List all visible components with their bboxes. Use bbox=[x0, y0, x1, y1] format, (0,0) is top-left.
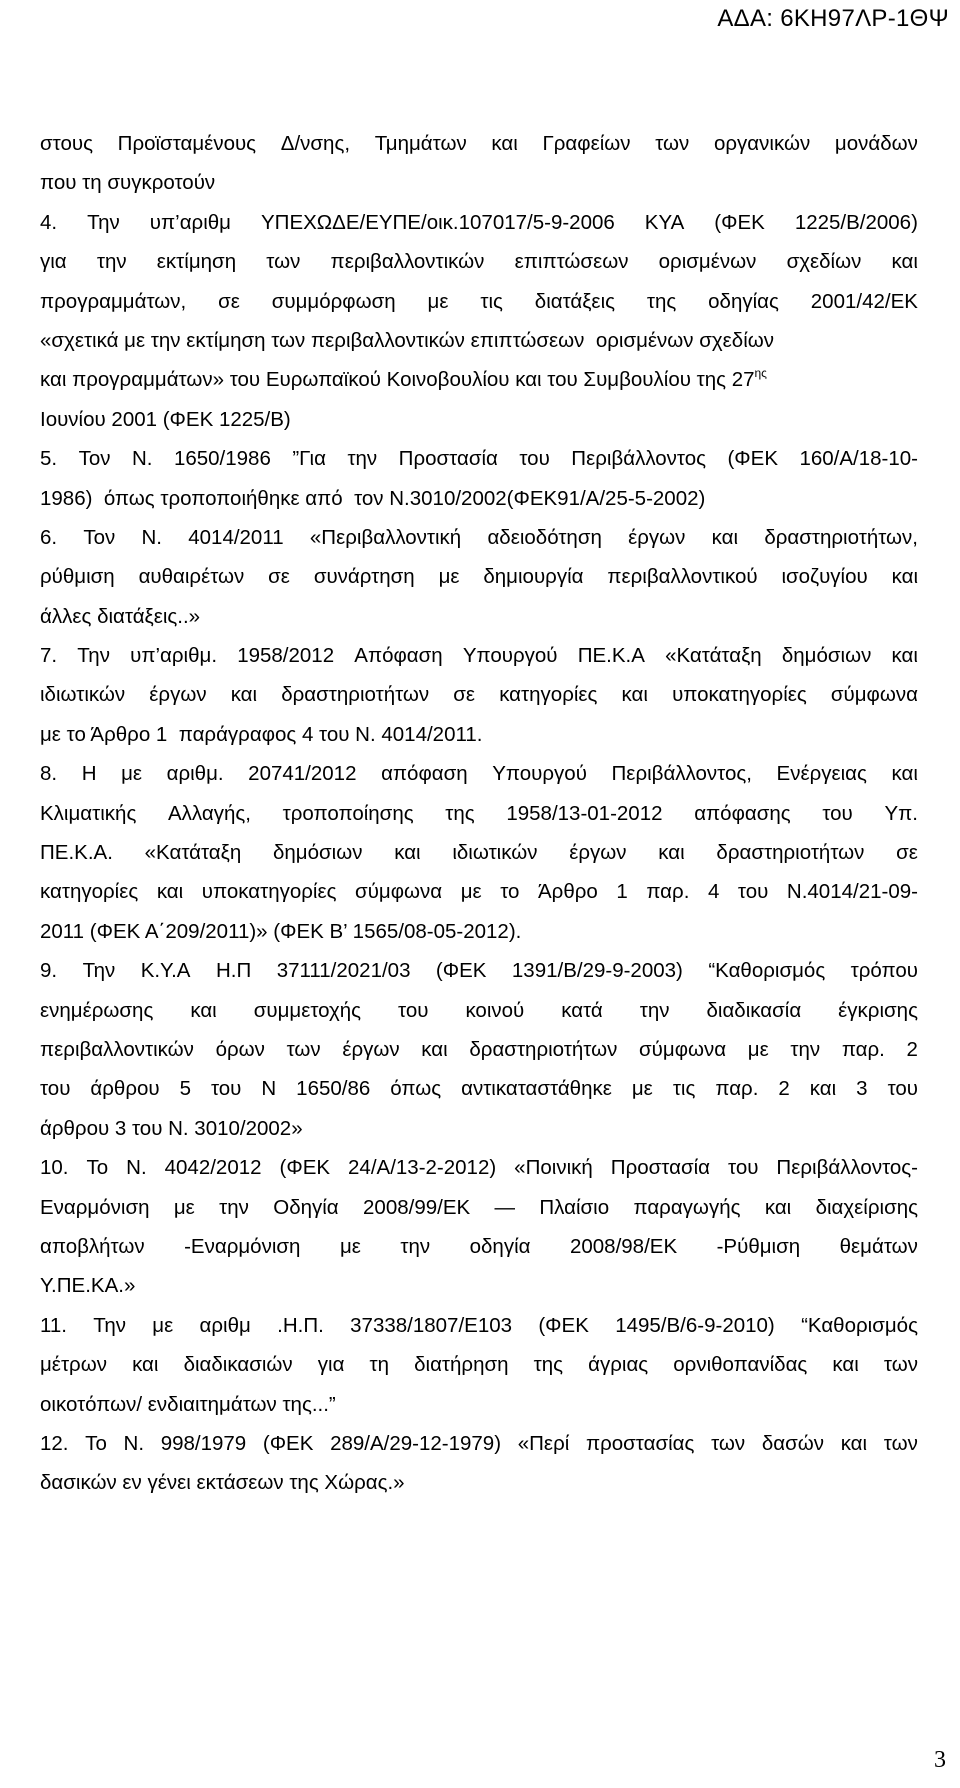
text-word: 6. bbox=[40, 525, 58, 549]
text-word: 2008/99/ΕΚ bbox=[363, 1195, 471, 1219]
text-word: δραστηριοτήτων bbox=[716, 841, 865, 865]
text-word: για bbox=[40, 250, 67, 274]
text-word: όπως bbox=[390, 1077, 442, 1101]
text-word: -Εναρμόνιση bbox=[184, 1234, 301, 1258]
text-word: δραστηριοτήτων bbox=[469, 1037, 618, 1061]
text-word: 2011 (ΦΕΚ Α΄209/2011)» (ΦΕΚ Β’ 1565/08-05-2012). bbox=[40, 919, 522, 943]
text-word: με bbox=[152, 1313, 174, 1337]
text-line bbox=[40, 1148, 918, 1187]
text-word: άρθρου bbox=[90, 1077, 160, 1101]
text-word: Τον bbox=[78, 447, 111, 471]
text-word: σε bbox=[896, 841, 918, 865]
text-line bbox=[40, 1306, 918, 1345]
text-word: του bbox=[822, 801, 853, 825]
text-word: άρθρου 3 του Ν. 3010/2002» bbox=[40, 1116, 303, 1140]
text-word: σε bbox=[218, 289, 240, 313]
text-word: και bbox=[891, 644, 918, 668]
text-word: Ν. bbox=[131, 447, 153, 471]
text-word: ΥΠΕΧΩΔΕ/ΕΥΠΕ/οικ.107017/5-9-2006 bbox=[260, 210, 615, 234]
text-line bbox=[40, 1345, 918, 1384]
text-word: και bbox=[190, 998, 217, 1022]
text-word: ΠΕ.Κ.Α. bbox=[40, 841, 113, 865]
text-word: θεμάτων bbox=[839, 1234, 918, 1258]
text-word: και bbox=[621, 683, 648, 707]
text-word: με το Άρθρο 1 παράγραφος 4 του Ν. 4014/2011. bbox=[40, 722, 483, 746]
text-word: έργων bbox=[569, 841, 627, 865]
text-word: μέτρων bbox=[40, 1353, 107, 1377]
text-word: τις bbox=[480, 289, 503, 313]
text-word: με bbox=[460, 880, 482, 904]
text-line bbox=[40, 282, 918, 321]
text-word: 1391/Β/29-9-2003) bbox=[511, 959, 683, 983]
text-word: Ν.4014/21-09- bbox=[786, 880, 918, 904]
text-word: Ν. bbox=[141, 525, 162, 549]
text-word: Απόφαση bbox=[354, 644, 443, 668]
text-word: περιβαλλοντικών bbox=[40, 1037, 194, 1061]
text-word: αριθμ bbox=[199, 1313, 251, 1337]
text-word: όρων bbox=[215, 1037, 265, 1061]
text-word: αντικαταστάθηκε bbox=[461, 1077, 612, 1101]
text-word: 289/Α/29-12-1979) bbox=[330, 1431, 502, 1455]
text-word: την bbox=[639, 998, 670, 1022]
text-word-with-sup bbox=[40, 360, 767, 399]
text-word: 1 bbox=[616, 880, 628, 904]
text-word: «Ποινική bbox=[514, 1156, 593, 1180]
text-word: 160/Α/18-10- bbox=[799, 447, 918, 471]
text-word: 2008/98/ΕΚ bbox=[569, 1234, 678, 1258]
text-word: Την bbox=[82, 959, 116, 983]
text-word: Ιουνίου 2001 (ΦΕΚ 1225/Β) bbox=[40, 407, 291, 431]
text-word: σε bbox=[453, 683, 476, 707]
text-line bbox=[40, 439, 918, 478]
text-word: παρ. bbox=[646, 880, 690, 904]
text-word: υπ’αριθμ. bbox=[130, 644, 218, 668]
text-line bbox=[40, 1227, 918, 1266]
text-line bbox=[40, 597, 918, 636]
text-word: με bbox=[631, 1077, 653, 1101]
text-word: 3 bbox=[856, 1077, 868, 1101]
text-word: και bbox=[809, 1077, 837, 1101]
text-word: συμμετοχής bbox=[253, 998, 362, 1022]
text-line bbox=[40, 1266, 918, 1305]
text-line bbox=[40, 124, 918, 163]
text-word: Πλαίσιο bbox=[539, 1195, 610, 1219]
text-line bbox=[40, 203, 918, 242]
text-word: 5. bbox=[40, 447, 58, 471]
text-word: αριθμ. bbox=[166, 762, 224, 786]
text-word: απόφαση bbox=[381, 762, 468, 786]
text-word: σύμφωνα bbox=[830, 683, 918, 707]
superscript-ordinal: ης bbox=[754, 366, 767, 381]
text-word: του bbox=[737, 880, 769, 904]
ada-code-header: ΑΔΑ: 6ΚΗ97ΛΡ-1ΘΨ bbox=[717, 5, 949, 32]
text-word: και bbox=[491, 132, 518, 155]
text-word: 4. bbox=[40, 210, 58, 234]
text-word: 37111/2021/03 bbox=[276, 959, 411, 983]
text-word: παραγωγής bbox=[633, 1195, 741, 1219]
text-word: Τμημάτων bbox=[374, 132, 467, 155]
text-word: Δ/νσης, bbox=[280, 132, 351, 155]
text-word: Περιβάλλοντος- bbox=[776, 1156, 918, 1180]
text-word: με bbox=[427, 289, 449, 313]
text-line bbox=[40, 557, 918, 596]
text-word: 4014/2011 bbox=[188, 525, 284, 549]
text-word: και bbox=[230, 683, 258, 707]
text-word: “Καθορισμός bbox=[801, 1313, 918, 1337]
text-word: και bbox=[832, 1353, 859, 1377]
text-line bbox=[40, 872, 918, 911]
text-word: 9. bbox=[40, 959, 58, 983]
text-word: κατά bbox=[561, 998, 603, 1022]
text-word: που τη συγκροτούν bbox=[40, 171, 216, 195]
text-word: «Κατάταξη bbox=[665, 644, 762, 668]
text-word: 1650/86 bbox=[296, 1077, 371, 1101]
text-word: απόφασης bbox=[694, 801, 791, 825]
text-word: με bbox=[438, 565, 460, 589]
text-word: και bbox=[421, 1037, 448, 1061]
text-word: έργων bbox=[628, 525, 686, 549]
text-word: «σχετικά με την εκτίμηση των περιβαλλοντικών επιπτώσεων ορισμένων σχεδίων bbox=[40, 328, 775, 352]
text-word: σύμφωνα bbox=[355, 880, 443, 904]
text-word: «Κατάταξη bbox=[144, 841, 242, 865]
text-word: ενημέρωσης bbox=[40, 998, 154, 1022]
text-word: Άρθρο bbox=[537, 880, 598, 904]
text-word: ορισμένων bbox=[658, 250, 757, 274]
text-word: συνάρτηση bbox=[313, 565, 415, 589]
text-word: του bbox=[728, 1156, 759, 1180]
text-word: αυθαιρέτων bbox=[138, 565, 245, 589]
text-word: μονάδων bbox=[834, 132, 918, 155]
text-word: «Περιβαλλοντική bbox=[309, 525, 462, 549]
text-word: τις bbox=[672, 1077, 696, 1101]
text-word: έγκρισης bbox=[838, 998, 918, 1022]
text-word: (ΦΕΚ bbox=[279, 1156, 331, 1180]
text-line bbox=[40, 912, 918, 951]
text-word: Περιβάλλοντος bbox=[571, 447, 706, 471]
text-word: των bbox=[711, 1431, 746, 1455]
text-word: ρύθμιση bbox=[40, 565, 115, 589]
text-word: στους bbox=[40, 132, 93, 155]
text-word: Ν. bbox=[123, 1431, 145, 1455]
text-word: του bbox=[40, 1077, 71, 1101]
text-word: με bbox=[339, 1234, 361, 1258]
text-word: έργων bbox=[342, 1037, 400, 1061]
text-word: 1225/Β/2006) bbox=[794, 210, 918, 234]
text-word: κατηγορίες bbox=[40, 880, 139, 904]
text-line bbox=[40, 715, 918, 754]
text-word: (ΦΕΚ bbox=[262, 1431, 314, 1455]
text-line bbox=[40, 400, 918, 439]
text-word: προστασίας bbox=[585, 1431, 695, 1455]
text-word: 1958/13-01-2012 bbox=[506, 801, 663, 825]
text-word: Οδηγία bbox=[273, 1195, 339, 1219]
text-line bbox=[40, 1424, 918, 1463]
text-word: υποκατηγορίες bbox=[201, 880, 337, 904]
text-word: και προγραμμάτων» του Ευρωπαϊκού Κοινοβουλίου και του Συμβουλίου της 27 bbox=[40, 368, 755, 392]
text-word: της bbox=[445, 801, 475, 825]
text-word: 4042/2012 bbox=[164, 1156, 262, 1180]
text-word: Το bbox=[85, 1431, 107, 1455]
text-word: Την bbox=[87, 210, 120, 234]
text-word: δημόσιων bbox=[781, 644, 872, 668]
text-word: 4 bbox=[707, 880, 720, 904]
text-word: 1650/1986 bbox=[173, 447, 271, 471]
text-word: με bbox=[173, 1195, 195, 1219]
text-word: και bbox=[891, 565, 918, 589]
text-word: οδηγία bbox=[469, 1234, 531, 1258]
text-word: δασών bbox=[761, 1431, 825, 1455]
text-line bbox=[40, 675, 918, 714]
text-word: 20741/2012 bbox=[248, 762, 357, 786]
text-word: 2 bbox=[778, 1077, 790, 1101]
text-word: και bbox=[840, 1431, 868, 1455]
text-word: ιδιωτικών bbox=[452, 841, 538, 865]
text-line bbox=[40, 321, 918, 360]
text-word: υπ’αριθμ bbox=[149, 210, 231, 234]
text-word: της bbox=[646, 289, 677, 313]
text-word: και bbox=[132, 1353, 159, 1377]
text-word: ιδιωτικών bbox=[40, 683, 126, 707]
text-word: την bbox=[790, 1037, 821, 1061]
text-word: και bbox=[394, 841, 421, 865]
text-word: διαχείρισης bbox=[815, 1195, 918, 1219]
text-word: των bbox=[286, 1037, 321, 1061]
text-line bbox=[40, 794, 918, 833]
text-word: 24/Α/13-2-2012) bbox=[348, 1156, 497, 1180]
text-word: 37338/1807/Ε103 bbox=[350, 1313, 513, 1337]
text-word: Η.Π bbox=[215, 959, 252, 983]
text-word: της bbox=[533, 1353, 564, 1377]
text-word: Ν bbox=[261, 1077, 277, 1101]
text-word: δημιουργία bbox=[483, 565, 584, 589]
text-line bbox=[40, 1188, 918, 1227]
document-body bbox=[40, 124, 918, 1503]
text-word: Υπουργού bbox=[462, 644, 558, 668]
text-word: με bbox=[121, 762, 143, 786]
text-word: 1495/Β/6-9-2010) bbox=[615, 1313, 775, 1337]
text-word: 998/1979 bbox=[160, 1431, 247, 1455]
text-word: Υπουργού bbox=[492, 762, 587, 786]
text-word: ΠΕ.Κ.Α bbox=[577, 644, 645, 668]
text-word: άλλες διατάξεις..» bbox=[40, 604, 201, 628]
text-word: σύμφωνα bbox=[639, 1037, 727, 1061]
text-word: Προϊσταμένους bbox=[117, 132, 257, 155]
text-line bbox=[40, 1385, 918, 1424]
text-word: Κ.Υ.Α bbox=[140, 959, 191, 983]
text-word: συμμόρφωση bbox=[271, 289, 396, 313]
text-line bbox=[40, 754, 918, 793]
text-word: 1986) όπως τροποποιήθηκε από τον Ν.3010/2002(ΦΕΚ91/Α/25-5-2002) bbox=[40, 486, 706, 510]
text-word: των bbox=[883, 1353, 918, 1377]
text-line bbox=[40, 360, 918, 399]
text-word: 11. bbox=[40, 1313, 67, 1337]
text-line bbox=[40, 1069, 918, 1108]
text-word: .Η.Π. bbox=[277, 1313, 324, 1337]
text-word: την bbox=[347, 447, 378, 471]
text-word: Εναρμόνιση bbox=[40, 1195, 150, 1219]
text-word: παρ. bbox=[841, 1037, 885, 1061]
text-word: περιβαλλοντικών bbox=[330, 250, 485, 274]
text-word: των bbox=[883, 1431, 918, 1455]
text-word: Ενέργειας bbox=[776, 762, 867, 786]
text-word: των bbox=[266, 250, 301, 274]
text-word: την bbox=[219, 1195, 249, 1219]
text-word: (ΦΕΚ bbox=[538, 1313, 589, 1337]
text-word: οικοτόπων/ ενδιαιτημάτων της...” bbox=[40, 1392, 336, 1416]
text-word: 2001/42/ΕΚ bbox=[810, 289, 918, 313]
text-word: και bbox=[711, 525, 739, 549]
text-word: δραστηριοτήτων, bbox=[764, 525, 918, 549]
text-line bbox=[40, 163, 918, 202]
text-word: παρ. bbox=[715, 1077, 759, 1101]
text-word: και bbox=[891, 762, 918, 786]
text-word: -Ρύθμιση bbox=[716, 1234, 801, 1258]
text-word: και bbox=[891, 250, 918, 274]
text-word: επιπτώσεων bbox=[514, 250, 629, 274]
text-line bbox=[40, 951, 918, 990]
text-word: (ΦΕΚ bbox=[727, 447, 778, 471]
page-number: 3 bbox=[934, 1747, 946, 1773]
text-word: δραστηριοτήτων bbox=[281, 683, 430, 707]
text-word: προγραμμάτων, bbox=[40, 289, 187, 313]
text-line bbox=[40, 242, 918, 281]
text-word: κατηγορίες bbox=[499, 683, 598, 707]
text-word: αποβλήτων bbox=[40, 1234, 145, 1258]
text-word: ”Για bbox=[292, 447, 326, 471]
text-word: περιβαλλοντικού bbox=[607, 565, 758, 589]
text-word: υποκατηγορίες bbox=[672, 683, 807, 707]
text-word: «Περί bbox=[517, 1431, 570, 1455]
text-word: “Καθορισμός bbox=[708, 959, 826, 983]
text-word: Ν. bbox=[126, 1156, 147, 1180]
text-word: των bbox=[655, 132, 690, 155]
text-word: οδηγίας bbox=[708, 289, 779, 313]
text-word: δημόσιων bbox=[272, 841, 363, 865]
text-word: διατήρηση bbox=[414, 1353, 509, 1377]
text-word: 8. bbox=[40, 762, 58, 786]
text-word: του bbox=[887, 1077, 918, 1101]
text-word: του bbox=[210, 1077, 242, 1101]
text-line bbox=[40, 833, 918, 872]
text-word: διατάξεις bbox=[534, 289, 616, 313]
text-word: (ΦΕΚ bbox=[714, 210, 765, 234]
text-word: διαδικασιών bbox=[183, 1353, 293, 1377]
text-word: ισοζυγίου bbox=[781, 565, 868, 589]
text-word: Υπ. bbox=[884, 801, 918, 825]
text-word: του bbox=[519, 447, 550, 471]
text-word: 12. bbox=[40, 1431, 69, 1455]
text-word: για bbox=[317, 1353, 345, 1377]
text-word: σχεδίων bbox=[786, 250, 862, 274]
text-word: άγριας bbox=[588, 1353, 649, 1377]
text-word: Η bbox=[81, 762, 97, 786]
text-line bbox=[40, 1109, 918, 1148]
text-word: Προστασία bbox=[398, 447, 498, 471]
text-word: εκτίμηση bbox=[156, 250, 237, 274]
text-word: (ΦΕΚ bbox=[435, 959, 487, 983]
text-word: αδειοδότηση bbox=[487, 525, 602, 549]
text-word: Γραφείων bbox=[542, 132, 631, 155]
text-word: κοινού bbox=[465, 998, 525, 1022]
text-word: Αλλαγής, bbox=[168, 801, 251, 825]
text-word: Κλιματικής bbox=[40, 801, 137, 825]
text-word: του bbox=[398, 998, 429, 1022]
text-line bbox=[40, 636, 918, 675]
text-word: τρόπου bbox=[850, 959, 918, 983]
text-word: την bbox=[96, 250, 127, 274]
text-line bbox=[40, 1463, 918, 1502]
text-word: με bbox=[747, 1037, 769, 1061]
text-word: την bbox=[400, 1234, 431, 1258]
text-line bbox=[40, 518, 918, 557]
text-word: 1958/2012 bbox=[237, 644, 335, 668]
text-word: διαδικασία bbox=[706, 998, 802, 1022]
text-word: 10. bbox=[40, 1156, 69, 1180]
text-word: σε bbox=[268, 565, 290, 589]
text-word: τη bbox=[369, 1353, 390, 1377]
text-word: τροποποίησης bbox=[282, 801, 414, 825]
text-line bbox=[40, 991, 918, 1030]
text-word: Περιβάλλοντος, bbox=[611, 762, 752, 786]
text-word: Την bbox=[93, 1313, 126, 1337]
text-word: και bbox=[658, 841, 685, 865]
text-word: Προστασία bbox=[610, 1156, 711, 1180]
text-word: Τον bbox=[83, 525, 116, 549]
text-line bbox=[40, 479, 918, 518]
text-word: οργανικών bbox=[713, 132, 811, 155]
text-word: και bbox=[156, 880, 184, 904]
text-word: Την bbox=[77, 644, 110, 668]
text-word: Το bbox=[86, 1156, 109, 1180]
text-word: Υ.ΠΕ.ΚΑ.» bbox=[40, 1274, 136, 1298]
text-word: το bbox=[500, 880, 520, 904]
text-line bbox=[40, 1030, 918, 1069]
text-word: έργων bbox=[149, 683, 207, 707]
text-word: 2 bbox=[906, 1037, 918, 1061]
text-word: 5 bbox=[179, 1077, 191, 1101]
text-word: 7. bbox=[40, 644, 58, 668]
text-word: και bbox=[764, 1195, 792, 1219]
text-word: — bbox=[494, 1195, 516, 1219]
text-word: ορνιθοπανίδας bbox=[673, 1353, 808, 1377]
text-word: δασικών εν γένει εκτάσεων της Χώρας.» bbox=[40, 1471, 405, 1495]
text-word: ΚΥΑ bbox=[644, 210, 685, 234]
